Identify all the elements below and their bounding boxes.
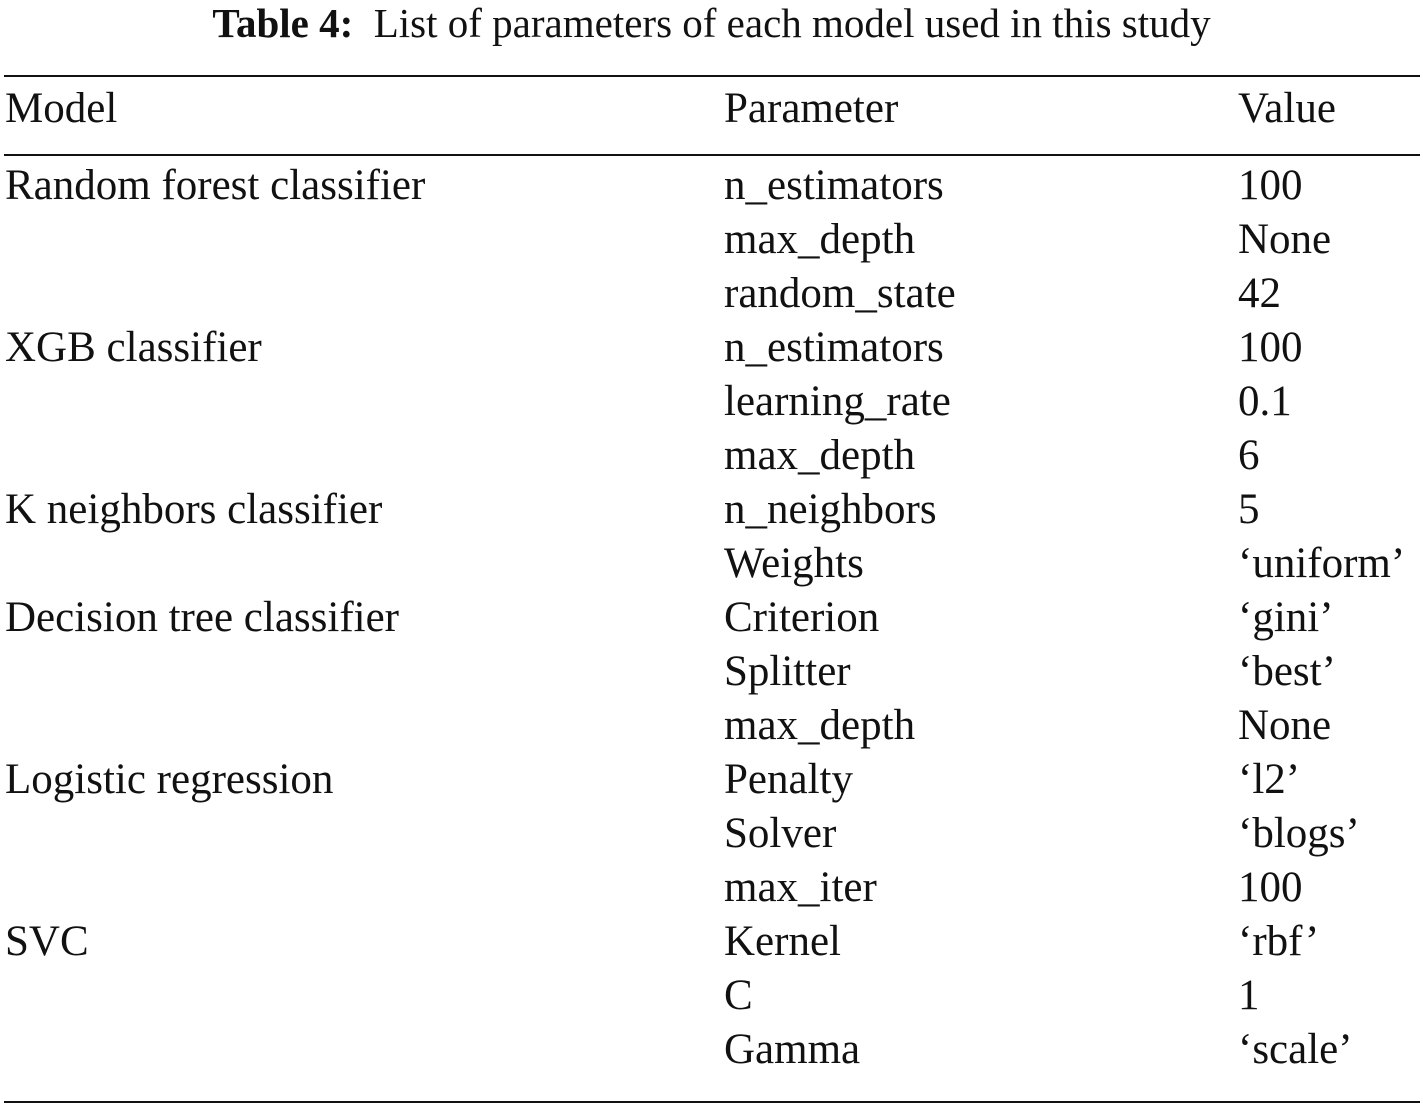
- cell-value: ‘uniform’: [1238, 540, 1406, 587]
- table-header-rule: [4, 154, 1420, 156]
- table-row: [0, 483, 1423, 537]
- cell-model: K neighbors classifier: [5, 486, 383, 533]
- cell-parameter: Weights: [724, 540, 864, 587]
- table-row: [0, 591, 1423, 645]
- cell-value: 6: [1238, 432, 1260, 479]
- header-value: Value: [1238, 85, 1336, 132]
- table-row: [0, 969, 1423, 1023]
- table-row: [0, 429, 1423, 483]
- table-row: [0, 645, 1423, 699]
- cell-model: XGB classifier: [5, 324, 262, 371]
- cell-parameter: max_depth: [724, 216, 916, 263]
- cell-parameter: Kernel: [724, 918, 841, 965]
- table-row: [0, 753, 1423, 807]
- table-row: [0, 267, 1423, 321]
- table-caption: [0, 0, 1423, 46]
- table-row: [0, 699, 1423, 753]
- cell-parameter: random_state: [724, 270, 956, 317]
- table-row: [0, 537, 1423, 591]
- cell-value: None: [1238, 702, 1332, 749]
- cell-value: ‘best’: [1238, 648, 1336, 695]
- cell-value: 100: [1238, 162, 1303, 209]
- table-row: [0, 213, 1423, 267]
- cell-parameter: Splitter: [724, 648, 851, 695]
- cell-parameter: Gamma: [724, 1026, 861, 1073]
- table-body: [0, 162, 1423, 1091]
- cell-parameter: Solver: [724, 810, 837, 857]
- cell-model: Decision tree classifier: [5, 594, 399, 641]
- cell-parameter: learning_rate: [724, 378, 951, 425]
- cell-parameter: max_depth: [724, 432, 916, 479]
- cell-value: ‘scale’: [1238, 1026, 1353, 1073]
- cell-parameter: n_neighbors: [724, 486, 937, 533]
- cell-value: 1: [1238, 972, 1260, 1019]
- table-bottom-rule: [4, 1101, 1420, 1103]
- table-row: [0, 1023, 1423, 1077]
- cell-value: 42: [1238, 270, 1281, 317]
- cell-value: 100: [1238, 864, 1303, 911]
- header-parameter: Parameter: [724, 85, 899, 132]
- cell-value: 5: [1238, 486, 1260, 533]
- cell-value: 100: [1238, 324, 1303, 371]
- table-row: [0, 375, 1423, 429]
- table-top-rule: [4, 75, 1420, 77]
- table-row: [0, 915, 1423, 969]
- table-row: [0, 807, 1423, 861]
- cell-value: 0.1: [1238, 378, 1292, 425]
- cell-value: ‘l2’: [1238, 756, 1301, 803]
- cell-parameter: Criterion: [724, 594, 880, 641]
- cell-model: Random forest classifier: [5, 162, 426, 209]
- table-row: [0, 159, 1423, 213]
- cell-parameter: C: [724, 972, 753, 1019]
- table-header-row: [0, 82, 1423, 136]
- cell-value: None: [1238, 216, 1332, 263]
- cell-value: ‘blogs’: [1238, 810, 1360, 857]
- table-caption-text: List of parameters of each model used in this study: [373, 0, 1211, 46]
- cell-model: SVC: [5, 918, 89, 965]
- cell-parameter: n_estimators: [724, 162, 944, 209]
- table-row: [0, 321, 1423, 375]
- table-caption-label: Table 4:: [212, 0, 354, 46]
- header-model: Model: [5, 85, 118, 132]
- cell-parameter: n_estimators: [724, 324, 944, 371]
- table-row: [0, 861, 1423, 915]
- cell-value: ‘gini’: [1238, 594, 1334, 641]
- cell-parameter: max_iter: [724, 864, 877, 911]
- cell-parameter: max_depth: [724, 702, 916, 749]
- cell-parameter: Penalty: [724, 756, 853, 803]
- cell-value: ‘rbf’: [1238, 918, 1320, 965]
- cell-model: Logistic regression: [5, 756, 334, 803]
